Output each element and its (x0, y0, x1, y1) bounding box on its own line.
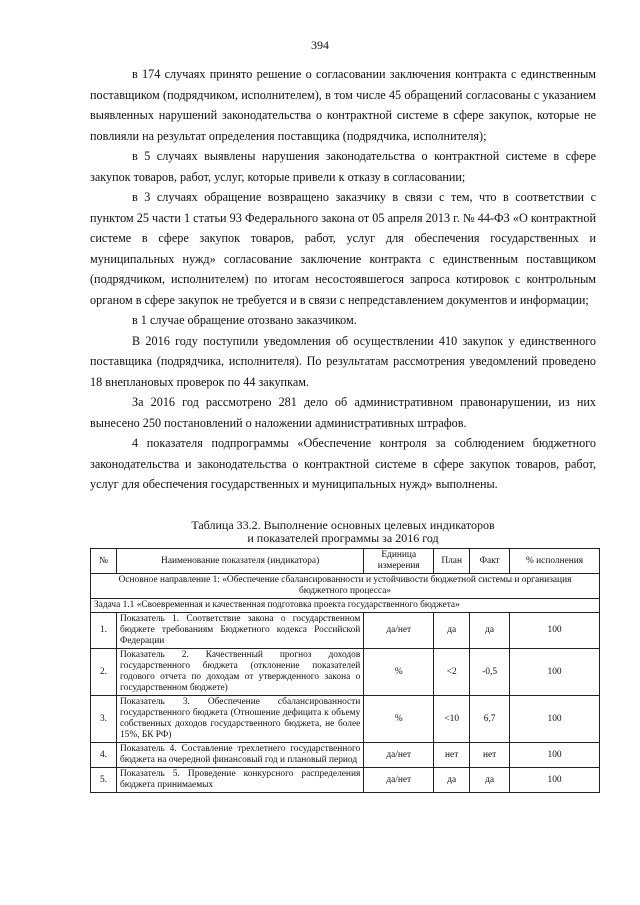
header-unit: Единица измерения (364, 549, 434, 574)
cell-unit: да/нет (364, 743, 434, 768)
cell-fact: 6,7 (470, 696, 510, 743)
cell-fact: да (470, 768, 510, 793)
cell-fact: нет (470, 743, 510, 768)
cell-unit: % (364, 696, 434, 743)
table-title (90, 519, 596, 545)
task-row (91, 599, 600, 613)
cell-num: 5. (91, 768, 117, 793)
paragraph: 4 показателя подпрограммы «Обеспечение контроля за соблюдением бюджетного законодательства и законодательства о контрактной системе в сфере закупок товаров, работ, услуг для обеспечения государственных и муниципальных нужд» выполнены. (90, 436, 596, 491)
table-row (91, 696, 600, 743)
table-row (91, 768, 600, 793)
cell-plan: да (434, 768, 470, 793)
paragraph: В 2016 году поступили уведомления об осуществлении 410 закупок у единственного поставщика (подрядчика, исполнителя). По результатам рассмотрения уведомлений проведено 18 внеплановых проверок по 44 закупкам. (90, 333, 596, 389)
table-row (91, 649, 600, 696)
cell-percent: 100 (510, 613, 600, 649)
cell-unit: % (364, 649, 434, 696)
table-title-line: и показателей программы за 2016 год (247, 531, 439, 545)
cell-name: Показатель 1. Соответствие закона о государственном бюджете требованиям Бюджетного кодекса Российской Федерации (116, 613, 363, 649)
indicators-table (90, 548, 600, 793)
cell-num: 2. (91, 649, 117, 696)
cell-plan: да (434, 613, 470, 649)
header-fact: Факт (470, 549, 510, 574)
cell-name: Показатель 2. Качественный прогноз доходов государственного бюджета (отклонение показателей годового отчета по доходам от утвержденного закона о государственном бюджете) (116, 649, 363, 696)
header-percent: % исполнения (510, 549, 600, 574)
table-row (91, 613, 600, 649)
cell-num: 1. (91, 613, 117, 649)
paragraph: в 5 случаях выявлены нарушения законодательства о контрактной системе в сфере закупок товаров, работ, услуг, которые привели к отказу в согласовании; (90, 149, 596, 184)
cell-plan: нет (434, 743, 470, 768)
page-number: 394 (311, 38, 329, 52)
cell-num: 3. (91, 696, 117, 743)
section-cell: Основное направление 1: «Обеспечение сбалансированности и устойчивости бюджетной системы и организация бюджетного процесса» (91, 574, 600, 599)
cell-unit: да/нет (364, 613, 434, 649)
cell-percent: 100 (510, 696, 600, 743)
cell-fact: -0,5 (470, 649, 510, 696)
paragraph: в 1 случае обращение отозвано заказчиком. (132, 313, 357, 327)
paragraph: в 3 случаях обращение возвращено заказчику в связи с тем, что в соответствии с пунктом 25 части 1 статьи 93 Федерального закона от 05 апреля 2013 г. № 44-ФЗ «О контрактной системе в сфере закупок товаров, работ, услуг для обеспечения государственных и муниципальных нужд» согласование заключение контракта с единственным поставщиком (подрядчиком, исполнителем) по итогам несостоявшегося запроса котировок с контрольным органом в сфере закупок не требуется и в связи с непредставлением документов и информации; (90, 190, 596, 307)
header-num: № (91, 549, 117, 574)
body-text (90, 64, 596, 495)
cell-plan: <2 (434, 649, 470, 696)
table-title-line: Таблица 33.2. Выполнение основных целевых индикаторов (191, 518, 495, 532)
header-plan: План (434, 549, 470, 574)
cell-name: Показатель 4. Составление трехлетнего государственного бюджета на очередной финансовый год и плановый период (116, 743, 363, 768)
cell-name: Показатель 5. Проведение конкурсного распределения бюджета принимаемых (116, 768, 363, 793)
task-cell: Задача 1.1 «Своевременная и качественная подготовка проекта государственного бюджета» (91, 599, 600, 613)
cell-fact: да (470, 613, 510, 649)
cell-plan: <10 (434, 696, 470, 743)
paragraph: За 2016 год рассмотрено 281 дело об административном правонарушении, из них вынесено 250 постановлений о наложении административных штрафов. (90, 395, 596, 430)
header-name: Наименование показателя (индикатора) (116, 549, 363, 574)
table-header-row (91, 549, 600, 574)
cell-percent: 100 (510, 768, 600, 793)
cell-unit: да/нет (364, 768, 434, 793)
paragraph: в 174 случаях принято решение о согласовании заключения контракта с единственным поставщиком (подрядчиком, исполнителем), в том числе 45 обращений согласованы с указанием выявленных нарушений законодательства о контрактной системе в сфере закупок, которые не повлияли на результат определения поставщика (подрядчика, исполнителя); (90, 67, 596, 143)
cell-num: 4. (91, 743, 117, 768)
cell-percent: 100 (510, 649, 600, 696)
table-row (91, 743, 600, 768)
section-row (91, 574, 600, 599)
cell-percent: 100 (510, 743, 600, 768)
cell-name: Показатель 3. Обеспечение сбалансированности государственного бюджета (Отношение дефицита к объему собственных доходов государственного бюджета, не более 15%, БК РФ) (116, 696, 363, 743)
